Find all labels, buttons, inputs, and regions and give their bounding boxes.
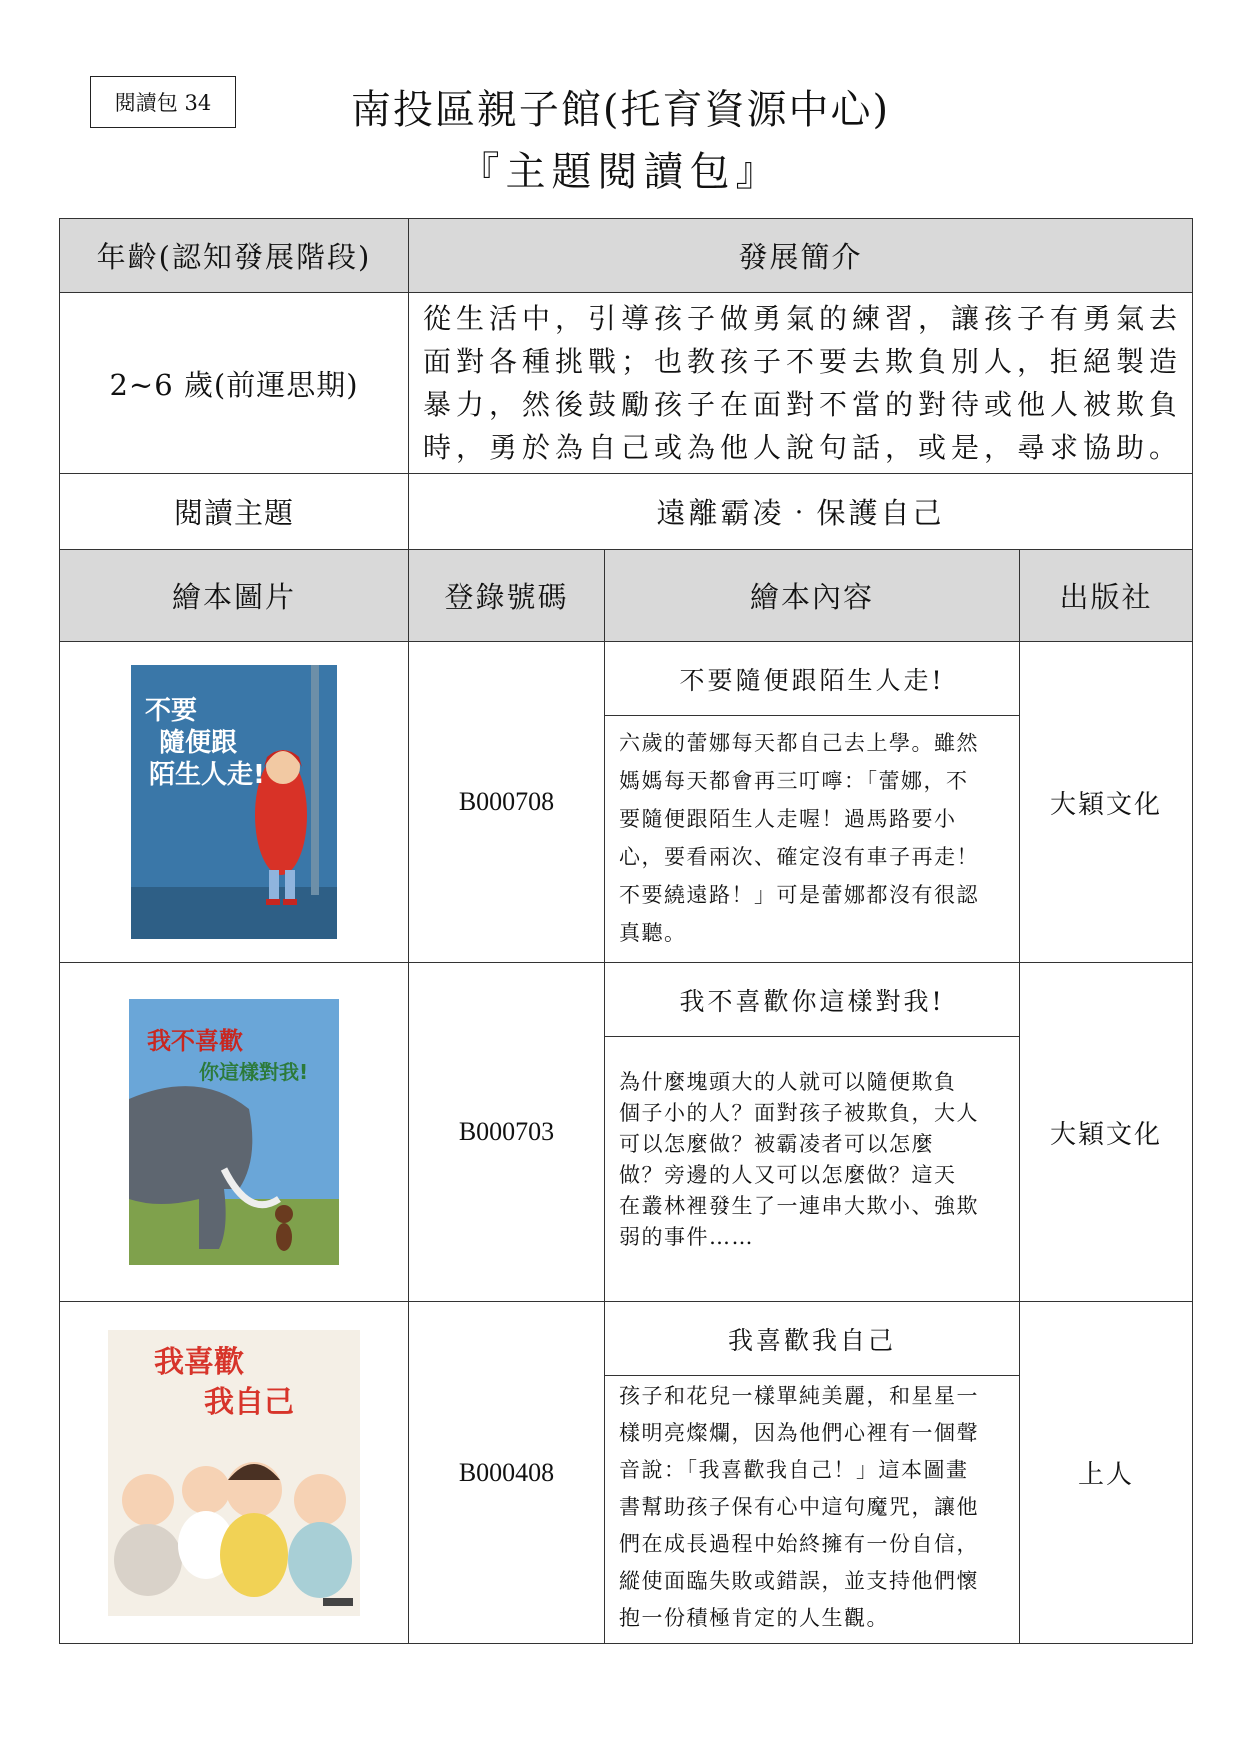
reading-pack-table [59,218,1193,1644]
book-description [605,1037,1019,1259]
desc-line: 抱一份積極肯定的人生觀。 [619,1606,889,1630]
book-content [605,963,1020,1302]
book-cover-image [131,665,337,939]
desc-line: 個子小的人？面對孩子被欺負，大人 [619,1101,979,1125]
age-header: 年齡(認知發展階段) [60,219,409,293]
desc-line: 弱的事件…… [619,1225,754,1249]
book-cover-image [108,1330,360,1616]
book-description [605,716,1019,958]
col-header-publisher: 出版社 [1020,550,1193,642]
book-cover-cell [60,642,409,963]
desc-line: 不要繞遠路！」可是蕾娜都沒有很認 [619,883,979,907]
book-publisher: 大穎文化 [1020,963,1193,1302]
desc-line: 可以怎麼做？被霸凌者可以怎麼 [619,1132,934,1156]
theme-value: 遠離霸凌‧保護自己 [409,474,1193,550]
book-code: B000408 [409,1302,605,1644]
book-title: 我喜歡我自己 [605,1302,1019,1376]
col-header-content: 繪本內容 [605,550,1020,642]
book-title: 不要隨便跟陌生人走! [605,642,1019,716]
desc-line: 縱使面臨失敗或錯誤，並支持他們懷 [619,1569,979,1593]
book-cover-image [129,999,339,1265]
book-cover-cell [60,963,409,1302]
desc-line: 在叢林裡發生了一連串大欺小、強欺 [619,1194,979,1218]
intro-line: 暴力，然後鼓勵孩子在面對不當的對待或他人被欺負 [423,388,1183,421]
intro-text [409,293,1193,474]
desc-line: 要隨便跟陌生人走喔！過馬路要小 [619,807,957,831]
book-publisher: 大穎文化 [1020,642,1193,963]
desc-line: 為什麼塊頭大的人就可以隨便欺負 [619,1070,957,1094]
age-value: 2~6 歲(前運思期) [60,293,409,474]
col-header-cover: 繪本圖片 [60,550,409,642]
desc-line: 們在成長過程中始終擁有一份自信， [619,1532,979,1556]
table-row [60,642,1193,963]
intro-line: 面對各種挑戰；也教孩子不要去欺負別人，拒絕製造 [423,345,1183,378]
cover-title-line: 隨便跟 [159,728,238,758]
page-subtitle: 『主題閱讀包』 [459,149,782,195]
desc-line: 書幫助孩子保有心中這句魔咒，讓他 [619,1495,979,1519]
book-code: B000708 [409,642,605,963]
cover-title-line: 你這樣對我! [199,1060,309,1084]
page-title: 南投區親子館(托育資源中心) [350,87,891,133]
book-content [605,642,1020,963]
table-row [60,963,1193,1302]
cover-title-line: 我不喜歡 [147,1027,243,1055]
book-cover-cell [60,1302,409,1644]
desc-line: 音說：「我喜歡我自己！」這本圖畫 [619,1458,969,1482]
desc-line: 孩子和花兒一樣單純美麗，和星星一 [619,1384,979,1408]
col-header-code: 登錄號碼 [409,550,605,642]
intro-line: 從生活中，引導孩子做勇氣的練習，讓孩子有勇氣去 [423,302,1183,335]
cover-title-line: 不要 [145,696,198,726]
desc-line: 樣明亮燦爛，因為他們心裡有一個聲 [619,1421,979,1445]
book-publisher: 上人 [1020,1302,1193,1644]
intro-header: 發展簡介 [409,219,1193,293]
book-description [605,1376,1019,1643]
table-row [60,1302,1193,1644]
desc-line: 媽媽每天都會再三叮嚀：「蕾娜，不 [619,769,969,793]
desc-line: 真聽。 [619,921,687,945]
cover-title-line: 我喜歡 [154,1344,244,1380]
book-content [605,1302,1020,1644]
pack-label: 閱讀包 34 [90,76,236,128]
desc-line: 做？旁邊的人又可以怎麼做？這天 [619,1163,957,1187]
cover-title-line: 我自己 [204,1384,294,1420]
book-code: B000703 [409,963,605,1302]
desc-line: 六歲的蕾娜每天都自己去上學。雖然 [619,731,979,755]
desc-line: 心，要看兩次、確定沒有車子再走！ [619,845,979,869]
book-title: 我不喜歡你這樣對我! [605,963,1019,1037]
intro-line: 時，勇於為自己或為他人說句話，或是，尋求協助。 [423,431,1183,464]
cover-title-line: 陌生人走! [149,760,265,790]
theme-label: 閱讀主題 [60,474,409,550]
